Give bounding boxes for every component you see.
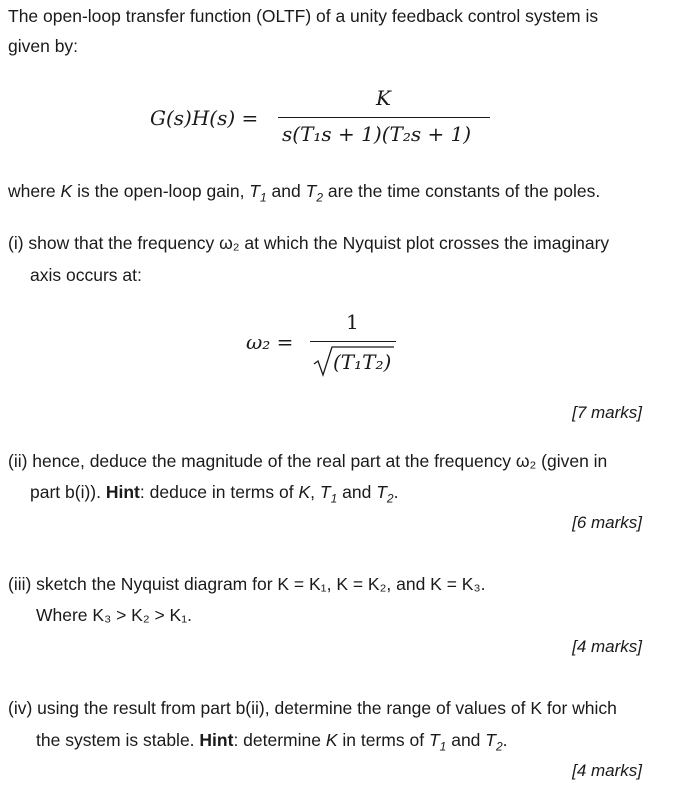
where-text-1: where	[8, 181, 61, 201]
intro-line-1: The open-loop transfer function (OLTF) of a unity feedback control system is	[8, 6, 599, 26]
part-iii-line-1: (iii) sketch the Nyquist diagram for K = K₁, K = K₂, and K = K₃.	[8, 574, 486, 594]
where-T1-sub: 1	[260, 190, 267, 205]
eq2-denominator: (T₁T₂)	[333, 350, 392, 374]
part-i-line-1: (i) show that the frequency ω₂ at which the Nyquist plot crosses the imaginary	[8, 233, 610, 253]
eq1-numerator: K	[376, 86, 391, 110]
part-iii-line-2: Where K₃ > K₂ > K₁.	[36, 605, 192, 625]
part-ii-text-2: : deduce in terms of	[139, 482, 299, 502]
eq2-numerator: 1	[346, 310, 359, 334]
where-and: and	[266, 181, 306, 201]
part-ii-end: .	[393, 482, 399, 502]
part-iv-T2-sub: 2	[495, 739, 503, 754]
where-T1: T	[249, 181, 260, 201]
eq1-denominator: s(T₁s + 1)(T₂s + 1)	[282, 122, 472, 146]
part-iv-hint: Hint	[199, 730, 234, 750]
part-iv-text-3: in terms of	[337, 730, 429, 750]
part-i-line-2: axis occurs at:	[30, 265, 142, 285]
where-T2-sub: 2	[316, 190, 324, 205]
part-iv-and: and	[446, 730, 486, 750]
part-ii-line-1: (ii) hence, deduce the magnitude of the real part at the frequency ω₂ (given in	[8, 451, 608, 471]
part-iv-text-2: : determine	[233, 730, 326, 750]
part-ii-and: and	[337, 482, 377, 502]
part-iii-marks: [4 marks]	[572, 637, 642, 656]
part-ii-marks: [6 marks]	[572, 513, 642, 532]
part-ii-hint: Hint	[105, 482, 140, 502]
part-ii-comma: ,	[310, 482, 320, 502]
part-iv-K: K	[325, 730, 338, 750]
eq2-fraction-bar	[310, 341, 396, 342]
part-iv-T2: T	[485, 730, 496, 750]
part-i-marks: [7 marks]	[572, 403, 642, 422]
part-ii-T2: T	[376, 482, 387, 502]
where-text-2: is the open-loop gain,	[72, 181, 250, 201]
eq2-lhs: ω₂ =	[246, 330, 294, 354]
where-K: K	[60, 181, 73, 201]
part-ii-text-1: part b(i)).	[30, 482, 106, 502]
part-ii-K: K	[298, 482, 311, 502]
part-iv-line-2	[36, 730, 508, 757]
intro-line-2: given by:	[8, 36, 79, 56]
eq1-fraction-bar	[278, 117, 490, 118]
part-iv-text-1: the system is stable.	[36, 730, 200, 750]
part-iv-T1: T	[428, 730, 440, 750]
part-ii-line-2	[30, 482, 398, 509]
where-T2: T	[305, 181, 317, 201]
eq1-lhs: G(s)H(s) =	[150, 106, 259, 130]
part-iv-end: .	[502, 730, 508, 750]
part-ii-T2-sub: 2	[386, 491, 394, 506]
part-ii-T1-sub: 1	[330, 491, 338, 506]
part-iv-line-1: (iv) using the result from part b(ii), determine the range of values of K for which	[8, 698, 617, 718]
part-ii-T1: T	[319, 482, 331, 502]
where-text-3: are the time constants of the poles.	[323, 181, 601, 201]
where-line	[8, 181, 600, 208]
part-iv-marks: [4 marks]	[572, 761, 642, 780]
part-iv-T1-sub: 1	[439, 739, 447, 754]
